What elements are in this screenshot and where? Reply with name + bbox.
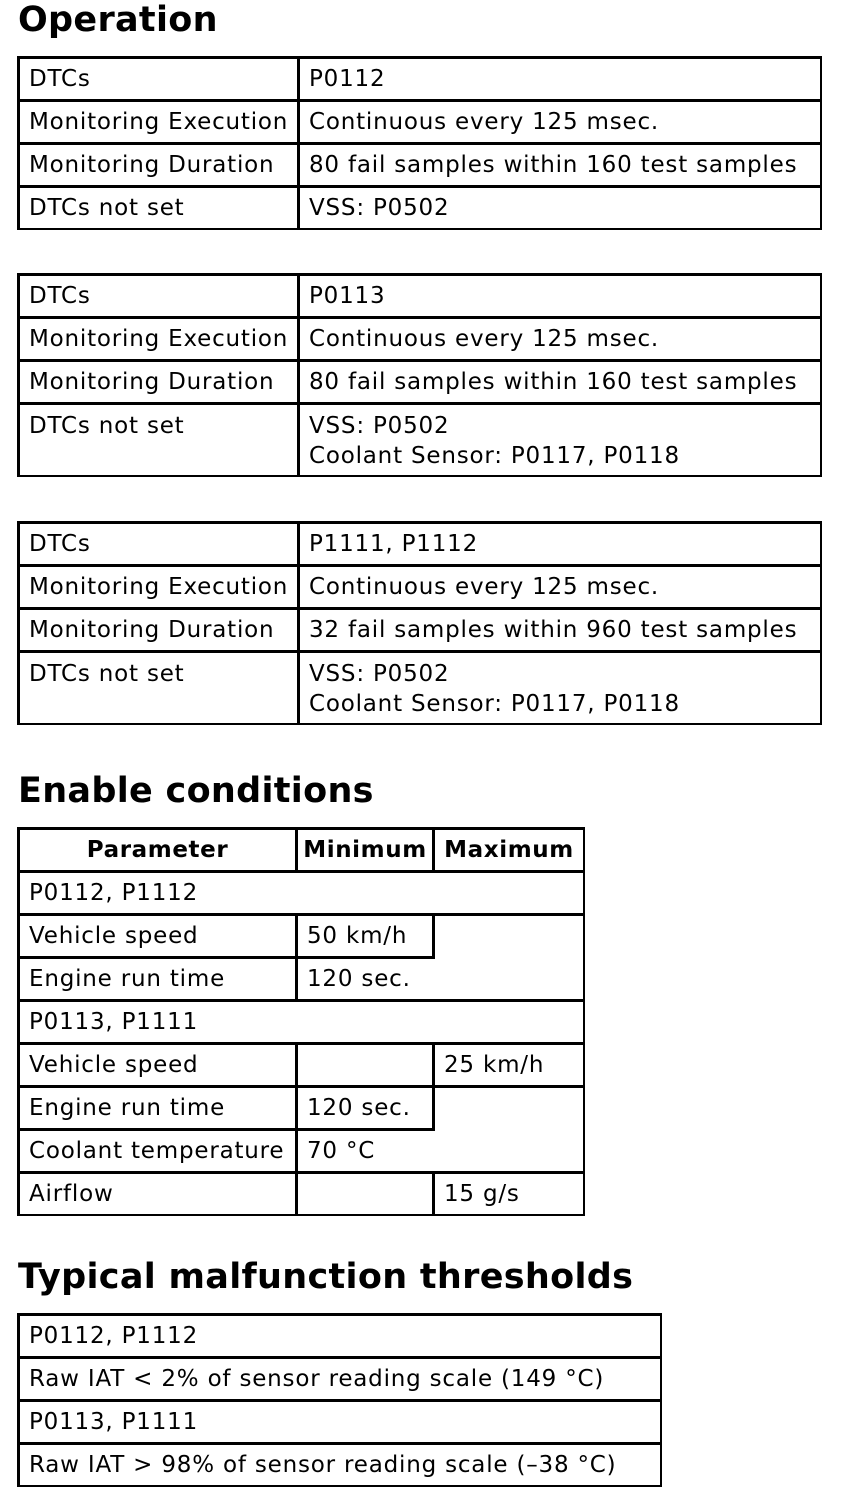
maximum-cell xyxy=(435,1088,583,1174)
table-row xyxy=(20,362,820,405)
parameter-cell: Engine run time xyxy=(20,959,298,1002)
table-row xyxy=(20,567,820,610)
row-value: VSS: P0502 xyxy=(309,195,450,221)
row-label: Monitoring Duration xyxy=(20,145,300,188)
value-line: Coolant Sensor: P0117, P0118 xyxy=(309,691,680,717)
minimum-cell xyxy=(298,1174,435,1214)
row-label: Monitoring Duration xyxy=(20,610,300,653)
table-row xyxy=(20,276,820,319)
operation-table-3 xyxy=(17,521,822,725)
table-row xyxy=(20,1316,660,1359)
parameter-cell: Coolant temperature xyxy=(20,1131,298,1174)
row-value: Continuous every 125 msec. xyxy=(300,567,820,610)
row-value xyxy=(300,653,820,723)
table-row xyxy=(20,59,820,102)
maximum-cell: 25 km/h xyxy=(435,1045,583,1088)
row-value xyxy=(300,405,820,475)
row-value: Continuous every 125 msec. xyxy=(300,319,820,362)
enable-conditions-table xyxy=(17,827,585,1216)
header-maximum: Maximum xyxy=(435,830,583,873)
row-value: P0113 xyxy=(300,276,820,319)
table-row xyxy=(20,610,820,653)
table-row xyxy=(20,916,583,959)
group-label: P0113, P1111 xyxy=(20,1002,583,1045)
table-row xyxy=(20,1088,583,1131)
parameter-cell: Vehicle speed xyxy=(20,916,298,959)
minimum-cell: 120 sec. xyxy=(298,959,435,1002)
row-label: Monitoring Execution xyxy=(20,319,300,362)
operation-table-2 xyxy=(17,273,822,477)
value-line: Coolant Sensor: P0117, P0118 xyxy=(309,443,680,469)
maximum-cell xyxy=(435,916,583,1002)
row-value: Continuous every 125 msec. xyxy=(300,102,820,145)
header-parameter: Parameter xyxy=(20,830,298,873)
row-value: 80 fail samples within 160 test samples xyxy=(300,362,820,405)
operation-table-1 xyxy=(17,56,822,230)
minimum-cell xyxy=(298,1045,435,1088)
threshold-group-label: P0113, P1111 xyxy=(20,1402,660,1445)
table-row xyxy=(20,319,820,362)
table-row xyxy=(20,1445,660,1485)
row-value: P1111, P1112 xyxy=(300,524,820,567)
table-row xyxy=(20,405,820,475)
minimum-cell: 50 km/h xyxy=(298,916,435,959)
table-row xyxy=(20,1045,583,1088)
header-minimum: Minimum xyxy=(298,830,435,873)
enable-conditions-heading: Enable conditions xyxy=(18,771,374,811)
group-row xyxy=(20,873,583,916)
row-label: DTCs not set xyxy=(20,653,300,723)
table-header-row xyxy=(20,830,583,873)
thresholds-heading: Typical malfunction thresholds xyxy=(18,1257,634,1297)
table-row xyxy=(20,145,820,188)
value-line: VSS: P0502 xyxy=(309,413,450,439)
minimum-cell: 70 °C xyxy=(298,1131,435,1174)
value-line: VSS: P0502 xyxy=(309,661,450,687)
row-label: DTCs not set xyxy=(20,188,300,228)
table-row xyxy=(20,102,820,145)
row-value: P0112 xyxy=(300,59,820,102)
row-label: Monitoring Execution xyxy=(20,102,300,145)
maximum-cell: 15 g/s xyxy=(444,1181,520,1207)
table-row xyxy=(20,653,820,723)
minimum-cell: 120 sec. xyxy=(298,1088,435,1131)
row-label: Monitoring Duration xyxy=(20,362,300,405)
table-row xyxy=(20,1402,660,1445)
parameter-cell: Engine run time xyxy=(20,1088,298,1131)
table-row xyxy=(20,524,820,567)
threshold-condition: Raw IAT < 2% of sensor reading scale (149 °C) xyxy=(20,1359,660,1402)
group-row xyxy=(20,1002,583,1045)
threshold-group-label: P0112, P1112 xyxy=(20,1316,660,1359)
parameter-cell: Vehicle speed xyxy=(20,1045,298,1088)
table-row xyxy=(20,1174,583,1214)
table-row xyxy=(20,188,820,228)
row-label: DTCs xyxy=(20,59,300,102)
table-row xyxy=(20,1359,660,1402)
row-value: 80 fail samples within 160 test samples xyxy=(300,145,820,188)
operation-heading: Operation xyxy=(18,0,218,40)
thresholds-table xyxy=(17,1313,662,1487)
row-label: DTCs xyxy=(20,524,300,567)
parameter-cell: Airflow xyxy=(20,1174,298,1214)
row-label: Monitoring Execution xyxy=(20,567,300,610)
row-label: DTCs not set xyxy=(20,405,300,475)
threshold-condition: Raw IAT > 98% of sensor reading scale (–38 °C) xyxy=(29,1452,617,1478)
group-label: P0112, P1112 xyxy=(20,873,583,916)
row-value: 32 fail samples within 960 test samples xyxy=(300,610,820,653)
row-label: DTCs xyxy=(20,276,300,319)
